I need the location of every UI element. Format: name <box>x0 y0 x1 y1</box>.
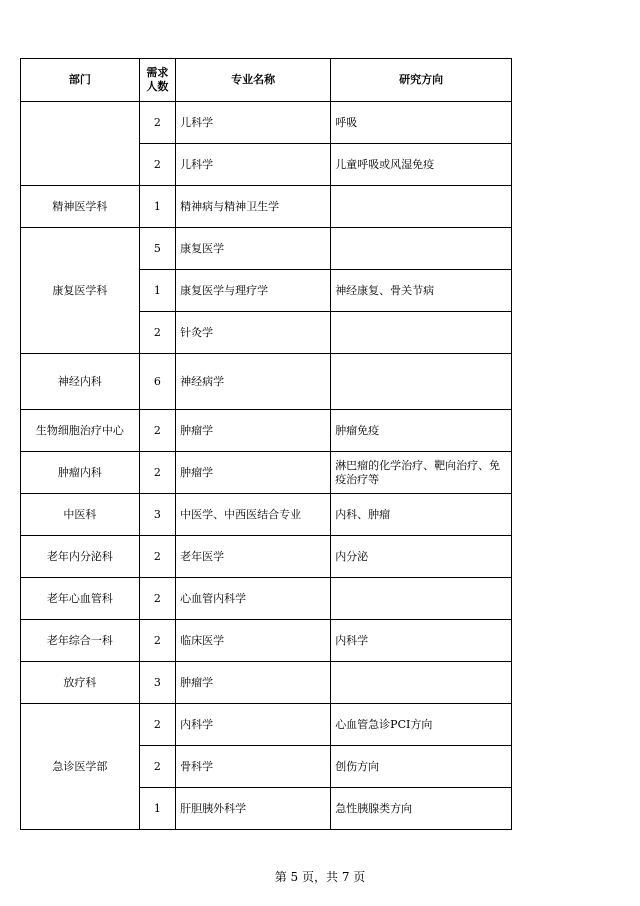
table-header-row <box>21 59 512 102</box>
direction-cell: 呼吸 <box>331 102 512 144</box>
major-cell: 老年医学 <box>176 536 331 578</box>
table-row <box>21 536 512 578</box>
major-cell: 肝胆胰外科学 <box>176 788 331 830</box>
direction-cell <box>331 578 512 620</box>
direction-cell: 内科、肿瘤 <box>331 494 512 536</box>
num-cell: 2 <box>139 102 175 144</box>
table-row <box>21 102 512 144</box>
table-row <box>21 452 512 494</box>
num-cell: 2 <box>139 704 175 746</box>
table-row <box>21 186 512 228</box>
num-cell: 2 <box>139 144 175 186</box>
num-cell: 2 <box>139 578 175 620</box>
major-cell: 肿瘤学 <box>176 410 331 452</box>
major-cell: 儿科学 <box>176 102 331 144</box>
direction-cell: 淋巴瘤的化学治疗、靶向治疗、免疫治疗等 <box>331 452 512 494</box>
major-cell: 神经病学 <box>176 354 331 410</box>
table-row <box>21 578 512 620</box>
num-cell: 2 <box>139 410 175 452</box>
major-cell: 肿瘤学 <box>176 452 331 494</box>
dept-cell: 老年内分泌科 <box>21 536 140 578</box>
major-cell: 骨科学 <box>176 746 331 788</box>
dept-cell: 精神医学科 <box>21 186 140 228</box>
table-row <box>21 620 512 662</box>
table-row <box>21 494 512 536</box>
direction-cell: 心血管急诊PCI方向 <box>331 704 512 746</box>
header-num: 需求人数 <box>139 59 175 102</box>
major-cell: 儿科学 <box>176 144 331 186</box>
direction-cell: 神经康复、骨关节病 <box>331 270 512 312</box>
page-number: 第 5 页，共 7 页 <box>274 870 366 884</box>
num-cell: 2 <box>139 312 175 354</box>
table-row <box>21 662 512 704</box>
direction-cell <box>331 354 512 410</box>
major-cell: 康复医学 <box>176 228 331 270</box>
dept-cell: 肿瘤内科 <box>21 452 140 494</box>
major-cell: 精神病与精神卫生学 <box>176 186 331 228</box>
dept-cell: 康复医学科 <box>21 228 140 354</box>
direction-cell: 儿童呼吸或风湿免疫 <box>331 144 512 186</box>
direction-cell: 内科学 <box>331 620 512 662</box>
direction-cell: 肿瘤免疫 <box>331 410 512 452</box>
table-row <box>21 354 512 410</box>
dept-cell: 急诊医学部 <box>21 704 140 830</box>
num-cell: 2 <box>139 452 175 494</box>
header-dept: 部门 <box>21 59 140 102</box>
dept-cell: 中医科 <box>21 494 140 536</box>
num-cell: 6 <box>139 354 175 410</box>
header-direction: 研究方向 <box>331 59 512 102</box>
table-row <box>21 228 512 270</box>
major-cell: 中医学、中西医结合专业 <box>176 494 331 536</box>
direction-cell <box>331 312 512 354</box>
num-cell: 1 <box>139 186 175 228</box>
major-cell: 针灸学 <box>176 312 331 354</box>
num-cell: 3 <box>139 494 175 536</box>
dept-cell: 老年综合一科 <box>21 620 140 662</box>
header-major: 专业名称 <box>176 59 331 102</box>
direction-cell: 创伤方向 <box>331 746 512 788</box>
direction-cell <box>331 228 512 270</box>
num-cell: 2 <box>139 746 175 788</box>
num-cell: 1 <box>139 270 175 312</box>
direction-cell <box>331 186 512 228</box>
table-row <box>21 704 512 746</box>
major-cell: 康复医学与理疗学 <box>176 270 331 312</box>
recruitment-table <box>20 58 512 830</box>
direction-cell <box>331 662 512 704</box>
major-cell: 肿瘤学 <box>176 662 331 704</box>
num-cell: 2 <box>139 620 175 662</box>
direction-cell: 内分泌 <box>331 536 512 578</box>
num-cell: 3 <box>139 662 175 704</box>
dept-cell: 老年心血管科 <box>21 578 140 620</box>
major-cell: 临床医学 <box>176 620 331 662</box>
direction-cell: 急性胰腺类方向 <box>331 788 512 830</box>
dept-cell <box>21 102 140 186</box>
dept-cell: 神经内科 <box>21 354 140 410</box>
dept-cell: 放疗科 <box>21 662 140 704</box>
table-row <box>21 410 512 452</box>
major-cell: 心血管内科学 <box>176 578 331 620</box>
dept-cell: 生物细胞治疗中心 <box>21 410 140 452</box>
num-cell: 5 <box>139 228 175 270</box>
num-cell: 2 <box>139 536 175 578</box>
num-cell: 1 <box>139 788 175 830</box>
major-cell: 内科学 <box>176 704 331 746</box>
